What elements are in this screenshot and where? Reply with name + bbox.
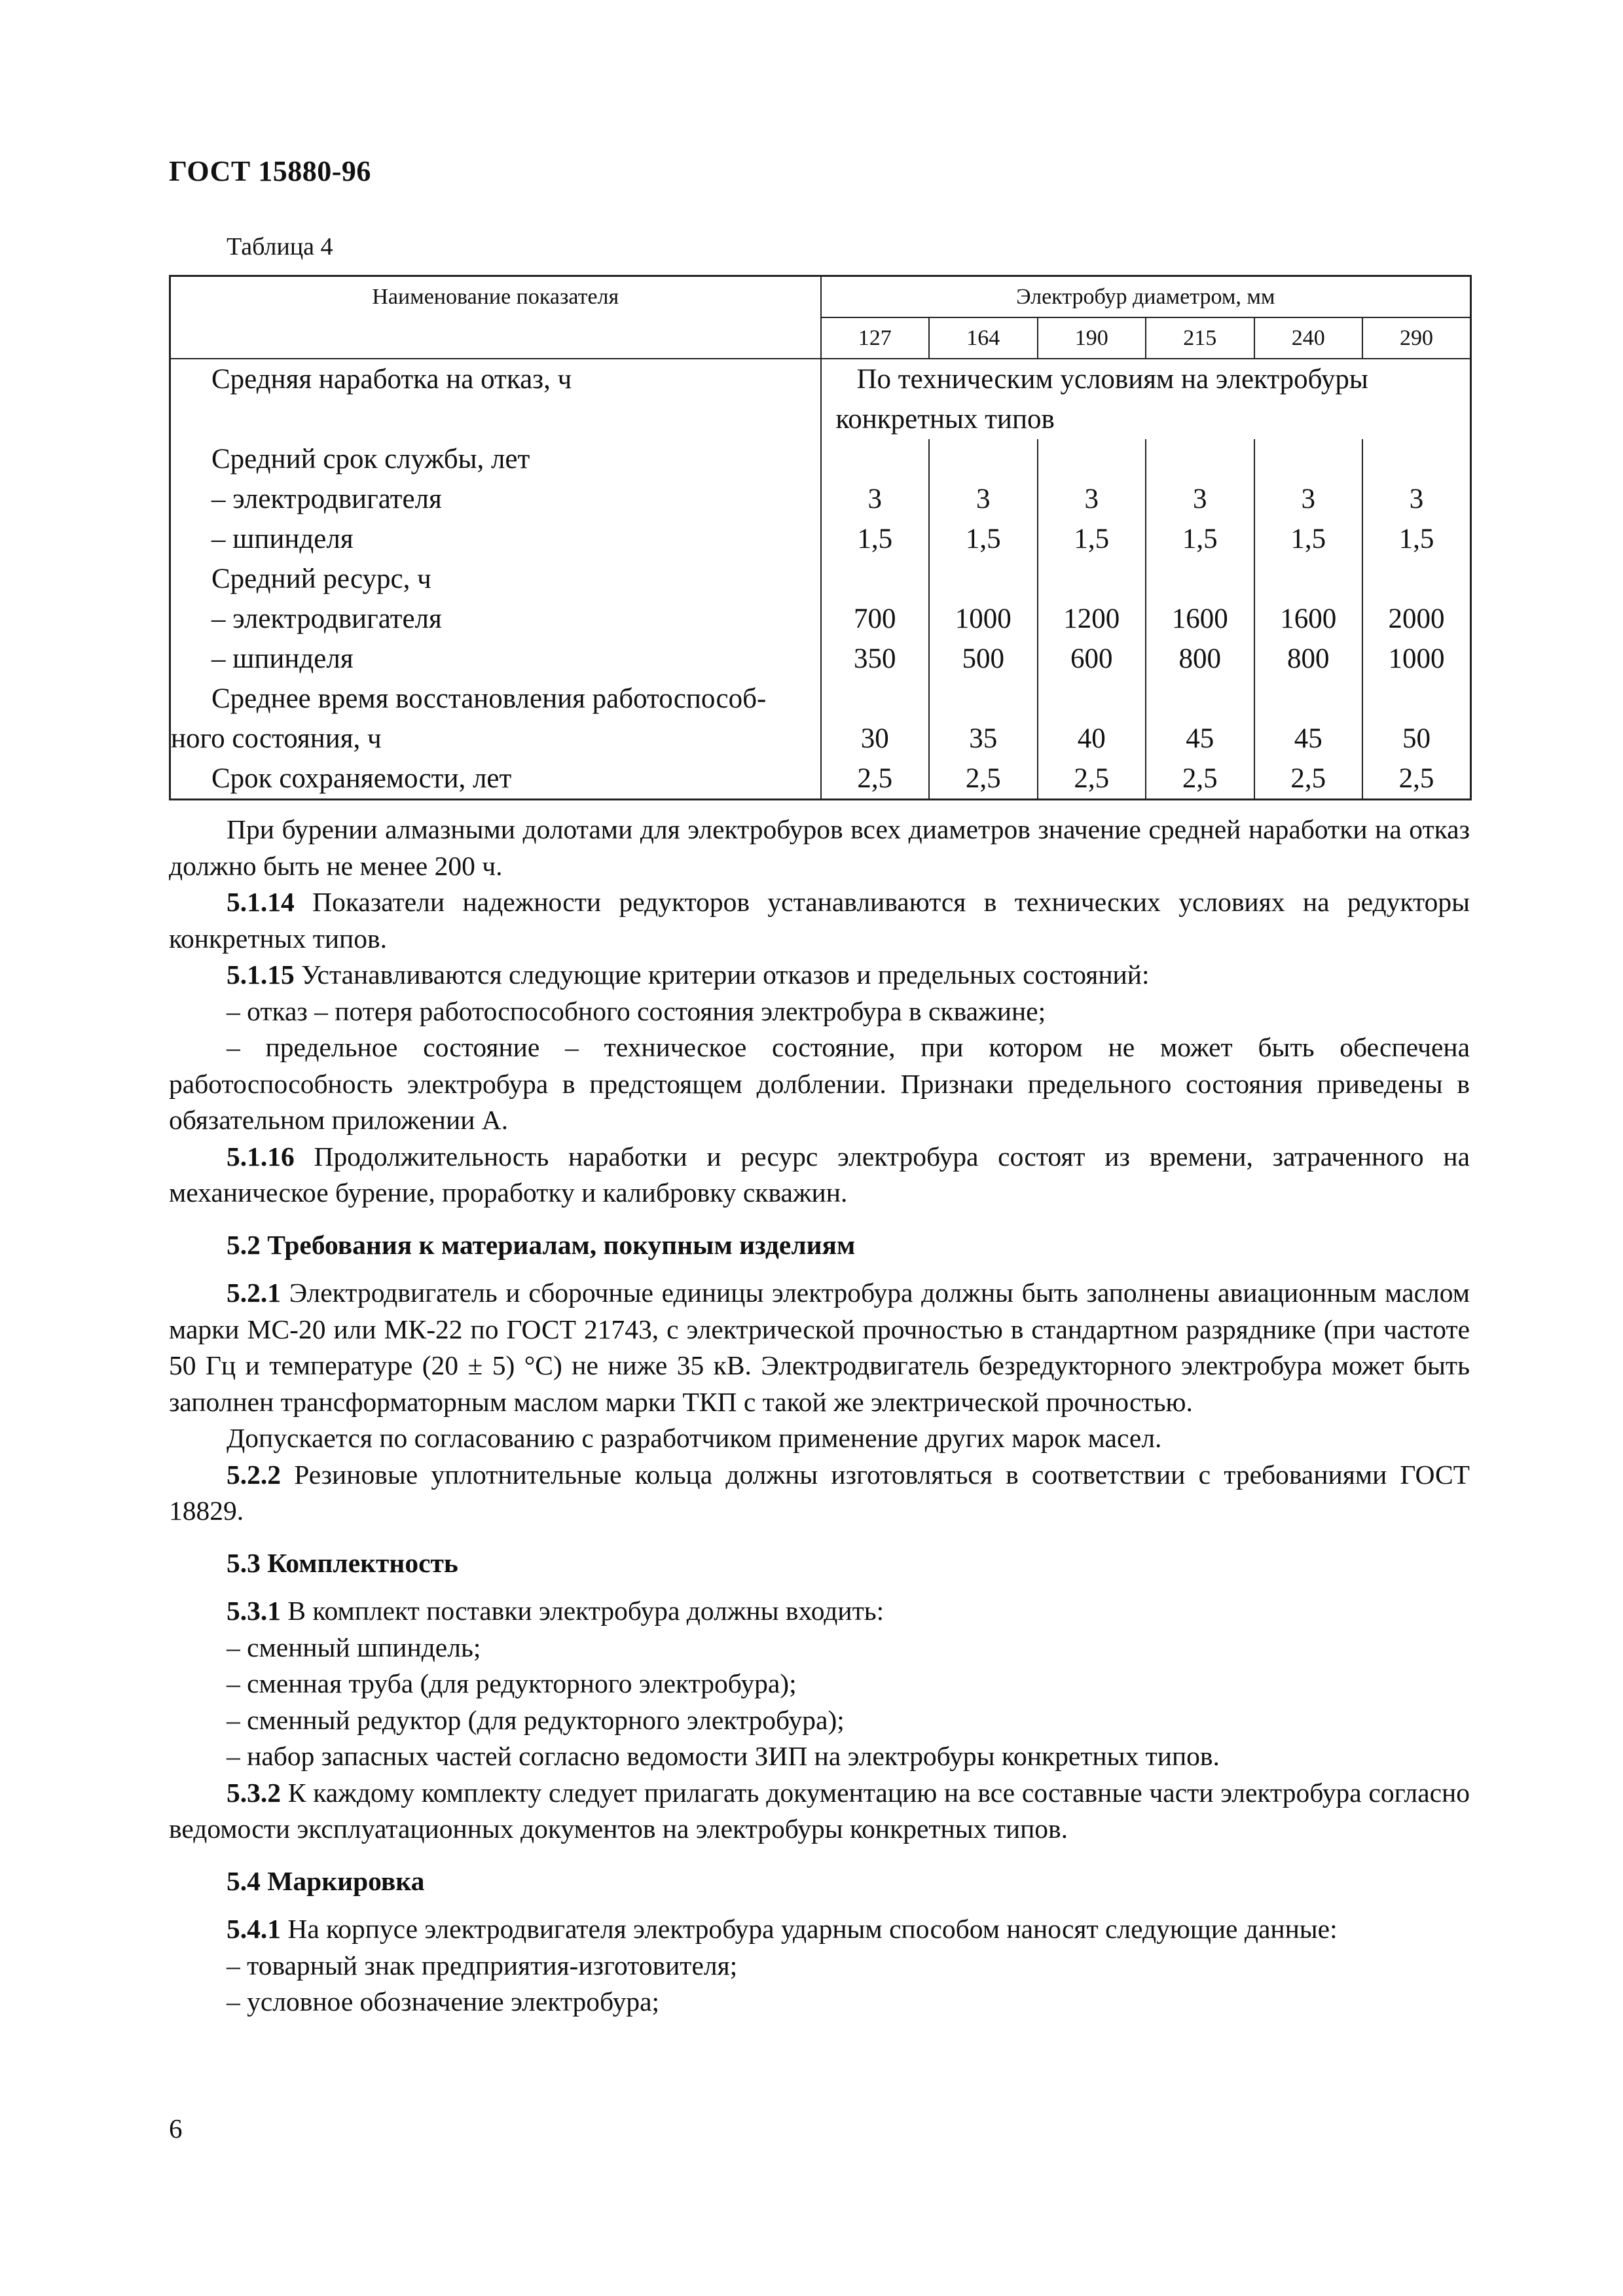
value-column: 3 1,5 1200 600 40: [1038, 439, 1146, 759]
table-row: [170, 439, 1471, 759]
column-group-header: Электробур диаметром, мм: [821, 276, 1471, 318]
value-column: 3 1,5 1000 500 35: [929, 439, 1038, 759]
diameter-header: 164: [929, 317, 1038, 359]
table-cell: 2,5: [1146, 759, 1254, 800]
table-cell: 2,5: [1254, 759, 1363, 800]
clause-number: 5.1.16: [227, 1141, 295, 1172]
list-item: – сменный редуктор (для редукторного электробура);: [227, 1704, 845, 1735]
table-row: [170, 759, 1471, 800]
document-header: ГОСТ 15880-96: [169, 155, 371, 187]
row-value-span: По техническим условиям на электробуры конкретных типов: [821, 359, 1471, 439]
diameter-header: 215: [1146, 317, 1254, 359]
list-item: – сменный шпиндель;: [227, 1632, 481, 1662]
clause-number: 5.4.1: [227, 1914, 281, 1944]
table-row: [170, 359, 1471, 439]
paragraph: 5.2.1 Электродвигатель и сборочные единицы электробура должны быть заполнены авиационным маслом марки МС-20 или МК-22 по ГОСТ 21743, с электрической прочностью в стандартном разряднике (при частоте 50 Гц и температуре (20 ± 5) °С) не ниже 35 кВ. Электродвигатель безредукторного электробура может быть заполнен трансформаторным маслом марки ТКП с такой же электрической прочностью.: [169, 1278, 1470, 1417]
row-label: Срок сохраняемости, лет: [170, 759, 821, 800]
body-text: [169, 812, 1470, 2020]
diameter-header: 127: [821, 317, 930, 359]
clause-number: 5.1.15: [227, 960, 295, 990]
clause-number: 5.3.2: [227, 1777, 281, 1808]
clause-number: 5.2.1: [227, 1278, 281, 1308]
clause-number: 5.3.1: [227, 1596, 281, 1626]
list-item: – набор запасных частей согласно ведомости ЗИП на электробуры конкретных типов.: [227, 1741, 1220, 1771]
row-label: Средний срок службы, лет – электродвигателя – шпинделя Средний ресурс, ч – электродвигателя – шпинделя Среднее время восстановления работоспособ- ного состояния, ч: [170, 439, 821, 759]
table-header-row: [170, 276, 1471, 318]
paragraph: Допускается по согласованию с разработчиком применение других марок масел.: [227, 1423, 1162, 1453]
value-column: 3 1,5 1600 800 45: [1254, 439, 1363, 759]
list-item: – предельное состояние – техническое состояние, при котором не может быть обеспечена работоспособность электробура в предстоящем долблении. Признаки предельного состояния приведены в обязательном приложении А.: [169, 1032, 1470, 1135]
value-column: 3 1,5 2000 1000 50: [1362, 439, 1471, 759]
paragraph: 5.2.2 Резиновые уплотнительные кольца должны изготовляться в соответствии с требованиями ГОСТ 18829.: [169, 1459, 1470, 1526]
reliability-table: [169, 275, 1472, 800]
paragraph: 5.1.15 Устанавливаются следующие критерии отказов и предельных состояний:: [227, 960, 1150, 990]
section-heading: 5.4 Маркировка: [227, 1865, 425, 1896]
column-header-indicator: Наименование показателя: [170, 276, 821, 359]
clause-number: 5.1.14: [227, 887, 295, 917]
value-column: 3 1,5 700 350 30: [821, 439, 930, 759]
table-cell: 2,5: [1038, 759, 1146, 800]
table-cell: 2,5: [1362, 759, 1471, 800]
paragraph: 5.3.1 В комплект поставки электробура должны входить:: [227, 1596, 884, 1626]
paragraph: 5.4.1 На корпусе электродвигателя электробура ударным способом наносят следующие данные:: [227, 1914, 1338, 1944]
value-column: 3 1,5 1600 800 45: [1146, 439, 1254, 759]
page-number: 6: [169, 2113, 183, 2144]
paragraph: 5.1.16 Продолжительность наработки и ресурс электробура состоят из времени, затраченного на механическое бурение, проработку и калибровку скважин.: [169, 1141, 1470, 1208]
table-caption: Таблица 4: [227, 233, 333, 260]
paragraph: 5.1.14 Показатели надежности редукторов устанавливаются в технических условиях на редукторы конкретных типов.: [169, 887, 1470, 954]
table-cell: 2,5: [821, 759, 930, 800]
clause-number: 5.2.2: [227, 1459, 281, 1490]
section-heading: 5.3 Комплектность: [227, 1547, 458, 1578]
diameter-header: 240: [1254, 317, 1363, 359]
row-label: Средняя наработка на отказ, ч: [170, 359, 821, 439]
paragraph: 5.3.2 К каждому комплекту следует прилагать документацию на все составные части электробура согласно ведомости эксплуатационных документов на электробуры конкретных типов.: [169, 1777, 1470, 1844]
diameter-header: 290: [1362, 317, 1471, 359]
section-heading: 5.2 Требования к материалам, покупным изделиям: [227, 1229, 856, 1260]
diameter-header: 190: [1038, 317, 1146, 359]
list-item: – сменная труба (для редукторного электробура);: [227, 1668, 797, 1698]
paragraph: При бурении алмазными долотами для электробуров всех диаметров значение средней наработки на отказ должно быть не менее 200 ч.: [169, 814, 1470, 881]
list-item: – товарный знак предприятия-изготовителя;: [227, 1950, 738, 1981]
list-item: – условное обозначение электробура;: [227, 1986, 660, 2017]
table-cell: 2,5: [929, 759, 1038, 800]
list-item: – отказ – потеря работоспособного состояния электробура в скважине;: [227, 996, 1046, 1026]
